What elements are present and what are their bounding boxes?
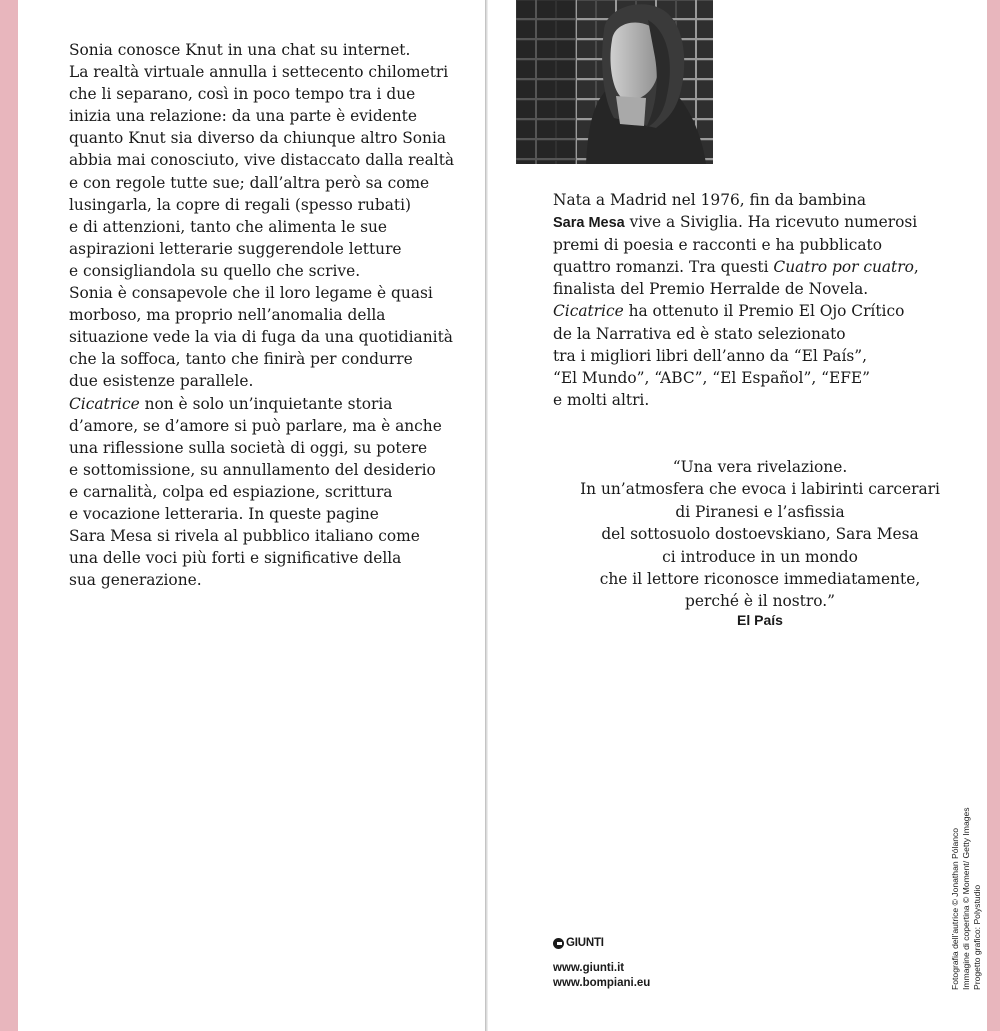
left-pink-stripe xyxy=(0,0,18,1031)
description-line: Sonia è consapevole che il loro legame è quasi xyxy=(69,284,433,303)
description-line: quanto Knut sia diverso da chiunque altro Sonia xyxy=(69,129,447,148)
author-portrait-photo xyxy=(516,0,713,164)
description-line: e di attenzioni, tanto che alimenta le sue xyxy=(69,217,388,236)
description-line: che la soffoca, tanto che finirà per condurre xyxy=(69,350,413,369)
bio-line xyxy=(553,256,973,278)
description-line: morboso, ma proprio nell’anomalia della xyxy=(69,306,386,325)
publisher-block xyxy=(553,937,650,991)
bio-line-rest: ha ottenuto il Premio El Ojo Crítico xyxy=(623,302,905,321)
publisher-websites xyxy=(553,961,650,991)
description-line: che li separano, così in poco tempo tra i due xyxy=(69,85,416,104)
credit-line: Progetto grafico: Polystudio xyxy=(972,884,982,990)
description-line: una riflessione sulla società di oggi, su potere xyxy=(69,438,428,457)
credit-line: Immagine di copertina © Moment/ Getty Images xyxy=(961,807,971,990)
giunti-logo-text: GIUNTI xyxy=(566,937,604,949)
book-title-italic: Cuatro por cuatro xyxy=(773,258,914,277)
bio-line: de la Narrativa ed è stato selezionato xyxy=(553,324,846,343)
bio-line: tra i migliori libri dell’anno da “El País”, xyxy=(553,346,868,365)
bio-line: “El Mundo”, “ABC”, “El Español”, “EFE” xyxy=(553,368,871,387)
credit-line: Fotografia dell’autrice © Jonathan Pólanco xyxy=(950,827,960,990)
quote-line: ci introduce in un mondo xyxy=(662,547,858,566)
description-line: lusingarla, la copre di regali (spesso rubati) xyxy=(69,195,412,214)
quote-line: del sottosuolo dostoevskiano, Sara Mesa xyxy=(601,525,919,544)
description-line: d’amore, se d’amore si può parlare, ma è anche xyxy=(69,416,442,435)
bio-line: e molti altri. xyxy=(553,390,650,409)
description-line: Sonia conosce Knut in una chat su internet. xyxy=(69,41,411,59)
press-quote xyxy=(540,456,980,613)
author-portrait-illustration xyxy=(516,0,713,164)
quote-line: In un’atmosfera che evoca i labirinti carcerari xyxy=(580,480,940,499)
description-line: situazione vede la via di fuga da una quotidianità xyxy=(69,328,453,347)
bio-line-pre: quattro romanzi. Tra questi xyxy=(553,258,774,277)
description-line: e vocazione letteraria. In queste pagine xyxy=(69,504,379,523)
page-fold xyxy=(485,0,488,1031)
quote-line: “Una vera rivelazione. xyxy=(672,458,848,476)
description-line: inizia una relazione: da una parte è evidente xyxy=(69,107,417,126)
description-line xyxy=(69,393,469,415)
bio-line: finalista del Premio Herralde de Novela. xyxy=(553,280,869,299)
description-line: e carnalità, colpa ed espiazione, scrittura xyxy=(69,482,393,501)
website-link-bompiani[interactable]: www.bompiani.eu xyxy=(553,977,651,989)
quote-line: di Piranesi e l’asfissia xyxy=(675,502,845,521)
book-title-italic: Cicatrice xyxy=(69,394,140,413)
bio-line-post: , xyxy=(913,258,919,277)
giunti-logo xyxy=(553,937,650,949)
description-line: abbia mai conosciuto, vive distaccato dalla realtà xyxy=(69,151,455,170)
bio-line-rest: vive a Siviglia. Ha ricevuto numerosi xyxy=(624,213,918,232)
description-line-rest: non è solo un’inquietante storia xyxy=(139,394,393,413)
description-line: e con regole tutte sue; dall’altra però sa come xyxy=(69,173,430,192)
quote-line: che il lettore riconosce immediatamente, xyxy=(599,570,921,589)
description-line: due esistenze parallele. xyxy=(69,372,254,391)
book-description xyxy=(69,39,469,591)
author-biography xyxy=(553,189,973,411)
author-name: Sara Mesa xyxy=(553,215,625,232)
description-line: una delle voci più forti e significative della xyxy=(69,549,402,568)
giunti-logo-icon xyxy=(553,938,564,949)
description-line: Sara Mesa si rivela al pubblico italiano come xyxy=(69,527,420,546)
bio-line xyxy=(553,300,973,322)
description-line: e consigliandola su quello che scrive. xyxy=(69,261,361,280)
quote-source: El País xyxy=(737,612,783,628)
bio-line xyxy=(553,211,973,234)
quote-line: perché è il nostro.” xyxy=(685,592,835,611)
book-title-italic: Cicatrice xyxy=(553,302,624,321)
image-credits xyxy=(950,807,983,990)
right-pink-stripe xyxy=(987,0,1000,1031)
bio-line: Nata a Madrid nel 1976, fin da bambina xyxy=(553,191,867,209)
bio-line: premi di poesia e racconti e ha pubblicato xyxy=(553,236,882,255)
description-line: aspirazioni letterarie suggerendole letture xyxy=(69,239,402,258)
description-line: e sottomissione, su annullamento del desiderio xyxy=(69,460,436,479)
website-link-giunti[interactable]: www.giunti.it xyxy=(553,962,625,974)
description-line: La realtà virtuale annulla i settecento chilometri xyxy=(69,63,449,82)
description-line: sua generazione. xyxy=(69,571,202,590)
